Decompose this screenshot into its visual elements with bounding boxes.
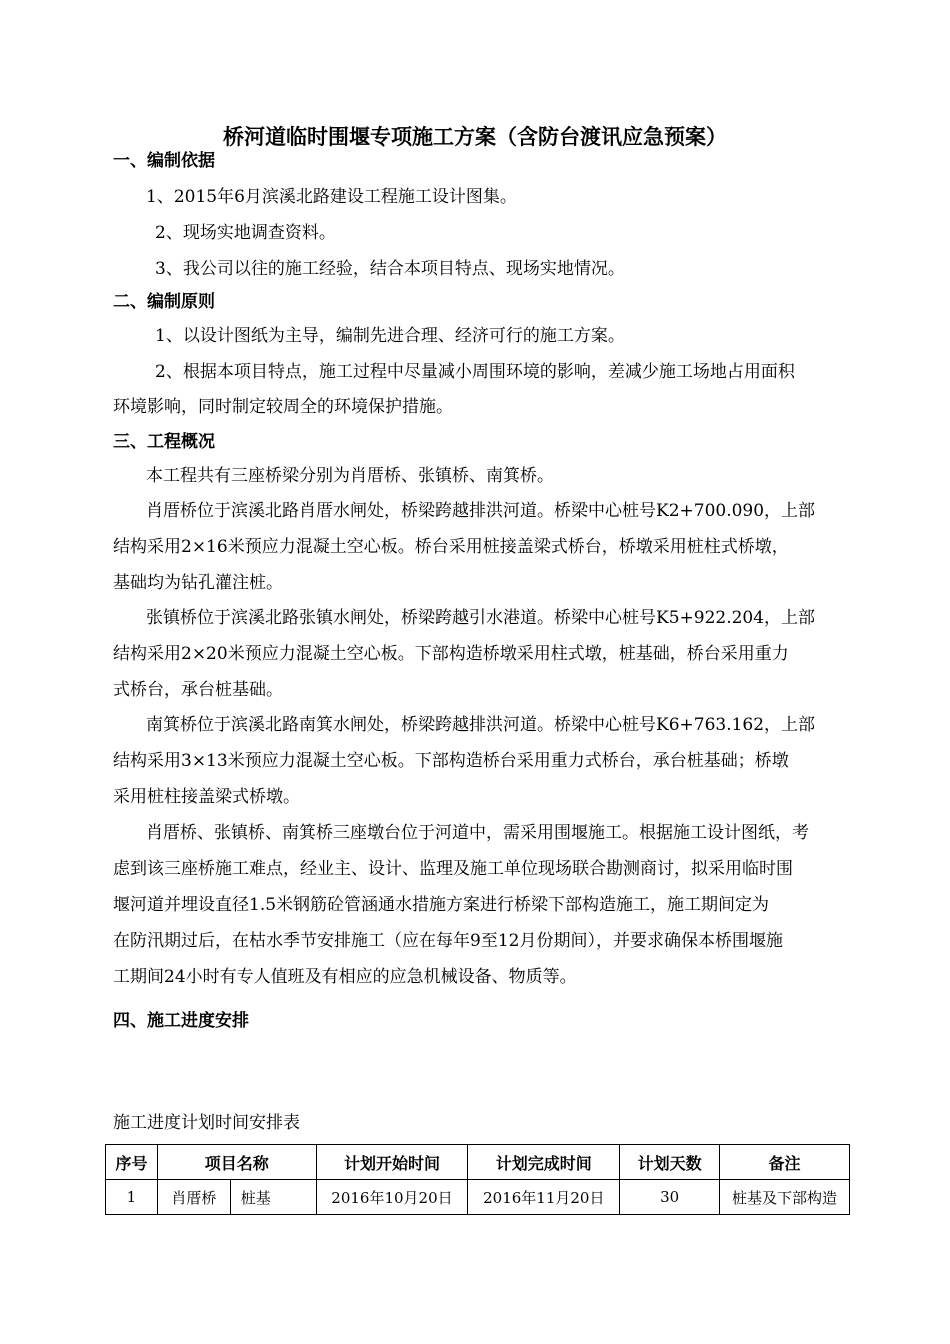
paragraph-line: 工期间24小时有专人值班及有相应的应急机械设备、物质等。 xyxy=(113,967,577,987)
column-header: 计划完成时间 xyxy=(468,1145,620,1180)
section-heading-principles: 二、编制原则 xyxy=(113,292,215,312)
section-heading-overview: 三、工程概况 xyxy=(113,432,215,452)
paragraph-line: 结构采用2×16米预应力混凝土空心板。桥台采用桩接盖梁式桥台，桥墩采用桩柱式桥墩， xyxy=(113,537,789,557)
table-cell: 30 xyxy=(620,1180,720,1215)
table-cell: 肖厝桥 xyxy=(157,1180,230,1215)
table-row xyxy=(106,1180,850,1215)
paragraph-line: 2、现场实地调查资料。 xyxy=(155,223,336,243)
paragraph-line: 张镇桥位于滨溪北路张镇水闸处，桥梁跨越引水港道。桥梁中心桩号K5+922.204，上部 xyxy=(146,608,816,628)
document-title: 桥河道临时围堰专项施工方案（含防台渡讯应急预案） xyxy=(223,124,727,149)
paragraph-line: 肖厝桥、张镇桥、南箕桥三座墩台位于河道中，需采用围堰施工。根据施工设计图纸，考 xyxy=(146,823,809,843)
column-header: 序号 xyxy=(106,1145,158,1180)
table-caption: 施工进度计划时间安排表 xyxy=(113,1113,300,1133)
paragraph-line: 环境影响，同时制定较周全的环境保护措施。 xyxy=(113,397,453,417)
paragraph-line: 采用桩柱接盖梁式桥墩。 xyxy=(113,787,300,807)
column-header: 项目名称 xyxy=(157,1145,316,1180)
paragraph-line: 在防汛期过后，在枯水季节安排施工（应在每年9至12月份期间），并要求确保本桥围堰施 xyxy=(113,931,783,951)
section-heading-basis: 一、编制依据 xyxy=(113,151,215,171)
column-header: 计划天数 xyxy=(620,1145,720,1180)
paragraph-line: 堰河道并埋设直径1.5米钢筋砼管涵通水措施方案进行桥梁下部构造施工，施工期间定为 xyxy=(113,895,770,915)
paragraph-line: 式桥台，承台桩基础。 xyxy=(113,680,283,700)
table-cell: 1 xyxy=(106,1180,158,1215)
paragraph-line: 1、以设计图纸为主导，编制先进合理、经济可行的施工方案。 xyxy=(155,326,625,346)
schedule-table xyxy=(105,1144,850,1215)
table-cell: 桩基 xyxy=(230,1180,316,1215)
paragraph-line: 结构采用3×13米预应力混凝土空心板。下部构造桥台采用重力式桥台，承台桩基础；桥墩 xyxy=(113,751,789,771)
paragraph-line: 本工程共有三座桥梁分别为肖厝桥、张镇桥、南箕桥。 xyxy=(146,466,554,486)
column-header: 备注 xyxy=(720,1145,850,1180)
section-heading-schedule: 四、施工进度安排 xyxy=(113,1011,249,1031)
paragraph-line: 3、我公司以往的施工经验，结合本项目特点、现场实地情况。 xyxy=(155,259,625,279)
paragraph-line: 南箕桥位于滨溪北路南箕水闸处，桥梁跨越排洪河道。桥梁中心桩号K6+763.162，上部 xyxy=(146,715,816,735)
paragraph-line: 肖厝桥位于滨溪北路肖厝水闸处，桥梁跨越排洪河道。桥梁中心桩号K2+700.090，上部 xyxy=(146,501,816,521)
paragraph-line: 虑到该三座桥施工难点，经业主、设计、监理及施工单位现场联合勘测商讨，拟采用临时围 xyxy=(113,859,793,879)
table-cell: 2016年11月20日 xyxy=(468,1180,620,1215)
table-cell: 桩基及下部构造 xyxy=(720,1180,850,1215)
table-header-row xyxy=(106,1145,850,1180)
table-cell: 2016年10月20日 xyxy=(316,1180,468,1215)
paragraph-line: 2、根据本项目特点，施工过程中尽量减小周围环境的影响，差减少施工场地占用面积 xyxy=(155,362,795,382)
paragraph-line: 结构采用2×20米预应力混凝土空心板。下部构造桥墩采用柱式墩，桩基础，桥台采用重力 xyxy=(113,644,789,664)
column-header: 计划开始时间 xyxy=(316,1145,468,1180)
paragraph-line: 1、2015年6月滨溪北路建设工程施工设计图集。 xyxy=(146,187,517,207)
paragraph-line: 基础均为钻孔灌注桩。 xyxy=(113,573,283,593)
